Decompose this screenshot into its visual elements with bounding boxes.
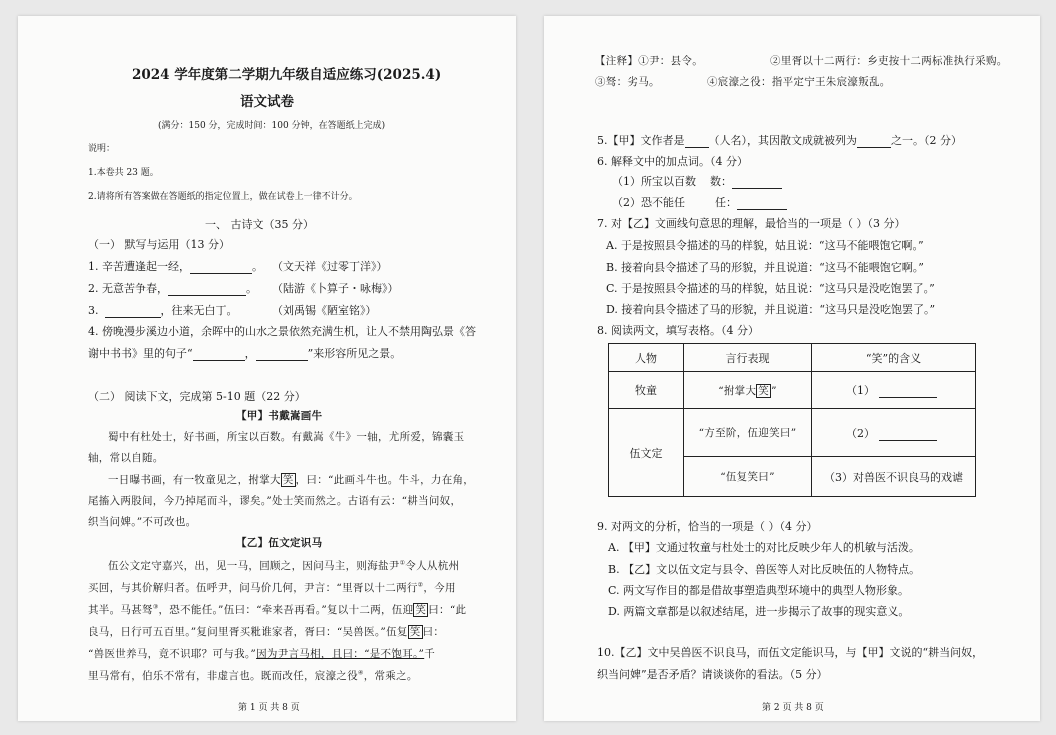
- notes-line-1: 【注释】①尹：县令。: [595, 55, 704, 67]
- question-8-table: [608, 343, 976, 497]
- score-note: (满分：150 分，完成时间：100 分钟，在答题纸上完成): [158, 121, 386, 131]
- passage-yi-line: “兽医世养马，竟不识耶？可与我。”因为尹言马相，且曰：“是不饱耳。”千: [88, 648, 435, 660]
- passage-jia-line: 蜀中有杜处士，好书画，所宝以百数。有戴嵩《牛》一轴，尤所爱，锦囊玉: [108, 431, 465, 443]
- answer-blank: [879, 385, 937, 398]
- part-heading-1: （一） 默写与运用（13 分）: [88, 238, 230, 251]
- passage-yi-line: 买回，与其价解归者。伍呼尹，问马价几何，尹言：“里胥以十二两行②，今用: [88, 581, 456, 594]
- answer-blank: [857, 135, 891, 148]
- question-7-option-b: B. 接着向县令描述了马的形貌，并且说道：“这马不能喂饱它啊。”: [606, 261, 924, 274]
- question-7-option-c: C. 于是按照县令描述的马的样貌，姑且说：“这马只是没吃饱罢了。”: [606, 282, 935, 295]
- question-9-option-d: D. 两篇文章都是以叙述结尾，进一步揭示了故事的现实意义。: [608, 605, 910, 618]
- question-1: 1. 辛苦遭逢起一经， 。: [88, 260, 263, 273]
- exam-subtitle: 语文试卷: [240, 94, 294, 110]
- answer-blank: [105, 305, 161, 318]
- passage-yi-line: 其半。马甚驽③，恐不能任。”伍曰：“牵来吾再看。”复以十二两，伍迎 笑 曰：“此: [88, 603, 467, 616]
- question-9-option-b: B. 【乙】文以伍文定与县令、兽医等人对比反映伍的人物特点。: [608, 563, 921, 576]
- exam-page-1: [18, 16, 516, 721]
- instruction-2: 2.请将所有答案做在答题纸的指定位置上，做在试卷上一律不计分。: [88, 192, 358, 202]
- passage-jia-line: 织当问婢。”不可改也。: [88, 516, 197, 528]
- passage-yi-line: 伍公文定守嘉兴，出，见一马，回顾之，因问马主，则海盐尹①令人从杭州: [108, 559, 460, 572]
- passage-jia-title: 【甲】书戴嵩画牛: [236, 410, 323, 422]
- question-4-line-1: 4. 傍晚漫步溪边小道，余晖中的山水之景依然充满生机，让人不禁用陶弘景《答: [88, 325, 476, 338]
- table-cell-action-text: “拊掌大 笑 ”: [718, 384, 777, 397]
- answer-blank: [256, 348, 308, 361]
- passage-yi-line: 里马常有，伯乐不常有，非虚言也。既而改任，宸濠之役④，常乘之。: [88, 669, 418, 682]
- notes-item-2: ②里胥以十二两行：乡吏按十二两标准执行采购。: [770, 55, 1008, 67]
- question-10-line-1: 10.【乙】文中吴兽医不识良马，而伍文定能识马，与【甲】文说的“耕当问奴，: [597, 646, 984, 659]
- question-7: 7. 对【乙】文画线句意思的理解，最恰当的一项是（ ）（3 分）: [597, 217, 906, 230]
- table-cell-meaning: （1）: [812, 372, 976, 409]
- passage-jia-line: 尾搐入两股间，今乃掉尾而斗，谬矣。”处士笑而然之。古语有云：“耕当问奴，: [88, 495, 462, 507]
- boxed-character: 笑: [415, 604, 427, 616]
- table-header: 言行表现: [684, 344, 812, 372]
- instruction-1: 1.本卷共 23 题。: [88, 168, 159, 178]
- part-heading-2: （二） 阅读下文，完成第 5-10 题（22 分）: [88, 390, 306, 403]
- table-cell-meaning: （3）对兽医不识良马的戏谑: [812, 457, 976, 497]
- answer-blank: [737, 197, 787, 210]
- answer-blank: [732, 176, 782, 189]
- answer-blank: [685, 135, 709, 148]
- question-3: 3. ，往来无白丁。: [88, 304, 238, 317]
- question-6: 6. 解释文中的加点词。（4 分）: [597, 155, 748, 168]
- underlined-sentence: 因为尹言马相，且曰：“是不饱耳。”: [256, 648, 425, 660]
- passage-jia-line: 轴，常以自随。: [88, 452, 164, 464]
- question-9: 9. 对两文的分析，恰当的一项是（ ）（4 分）: [597, 520, 818, 533]
- answer-blank: [190, 261, 252, 274]
- table-header: “笑”的含义: [812, 344, 976, 372]
- answer-blank: [193, 348, 245, 361]
- question-9-option-c: C. 两文写作目的都是借故事塑造典型环境中的典型人物形象。: [608, 584, 910, 597]
- question-7-option-d: D. 接着向县令描述了马的形貌，并且说道：“这马只是没吃饱罢了。”: [606, 303, 936, 316]
- table-cell-action: [684, 372, 812, 409]
- source-2: （陆游《卜算子・咏梅》）: [272, 282, 399, 295]
- table-cell-person: 牧童: [609, 372, 684, 409]
- question-6-item-2: （2）恐不能任 任：: [612, 194, 787, 210]
- table-cell-meaning: （2）: [812, 409, 976, 457]
- table-cell-person: 伍文定: [609, 409, 684, 497]
- source-1: （文天祥《过零丁洋》）: [272, 260, 388, 273]
- section-heading-1: 一、 古诗文（35 分）: [205, 218, 314, 231]
- passage-jia-line: 一日曝书画，有一牧童见之，拊掌大 笑 ，曰：“此画斗牛也。牛斗，力在角，: [108, 474, 475, 486]
- table-cell-action: “伍复笑曰”: [684, 457, 812, 497]
- notes-item-3: ③驽：劣马。: [595, 76, 660, 88]
- passage-yi-title: 【乙】伍文定识马: [236, 537, 323, 549]
- question-4-line-2: 谢中书书》里的句子“ ， ”来形容所见之景。: [88, 347, 402, 360]
- question-9-option-a: A. 【甲】文通过牧童与杜处士的对比反映少年人的机敏与活泼。: [608, 541, 920, 554]
- question-7-option-a: A. 于是按照县令描述的马的样貌，姑且说：“这马不能喂饱它啊。”: [606, 239, 924, 252]
- table-header: 人物: [609, 344, 684, 372]
- answer-blank: [879, 428, 937, 441]
- question-2: 2. 无意苦争春， 。: [88, 282, 257, 295]
- question-10-line-2: 织当问婢”是否矛盾？请谈谈你的看法。（5 分）: [597, 668, 828, 681]
- boxed-character: 笑: [282, 474, 294, 486]
- page-footer: 第 2 页 共 8 页: [762, 703, 824, 713]
- boxed-character: 笑: [409, 626, 421, 638]
- exam-title: 2024 学年度第二学期九年级自适应练习(2025.4): [132, 67, 442, 83]
- question-5: 5.【甲】文作者是 （人名），其因散文成就被列为 之一。（2 分）: [597, 134, 962, 147]
- boxed-character: 笑: [758, 384, 770, 397]
- table-cell-action: “方至阶，伍迎笑曰”: [684, 409, 812, 457]
- passage-yi-line: 良马，日行可五百里。”复问里胥买粃谁家者，胥曰：“吴兽医。”伍复 笑 曰：: [88, 626, 445, 638]
- answer-blank: [168, 283, 246, 296]
- source-3: （刘禹锡《陋室铭》）: [272, 304, 377, 317]
- page-footer: 第 1 页 共 8 页: [238, 703, 300, 713]
- exam-page-2: [544, 16, 1040, 721]
- question-8: 8. 阅读两文，填写表格。（4 分）: [597, 324, 759, 337]
- question-6-item-1: （1）所宝以百数 数：: [612, 173, 782, 189]
- notes-item-4: ④宸濠之役：指平定宁王朱宸濠叛乱。: [707, 76, 891, 88]
- instructions-label: 说明：: [88, 144, 116, 154]
